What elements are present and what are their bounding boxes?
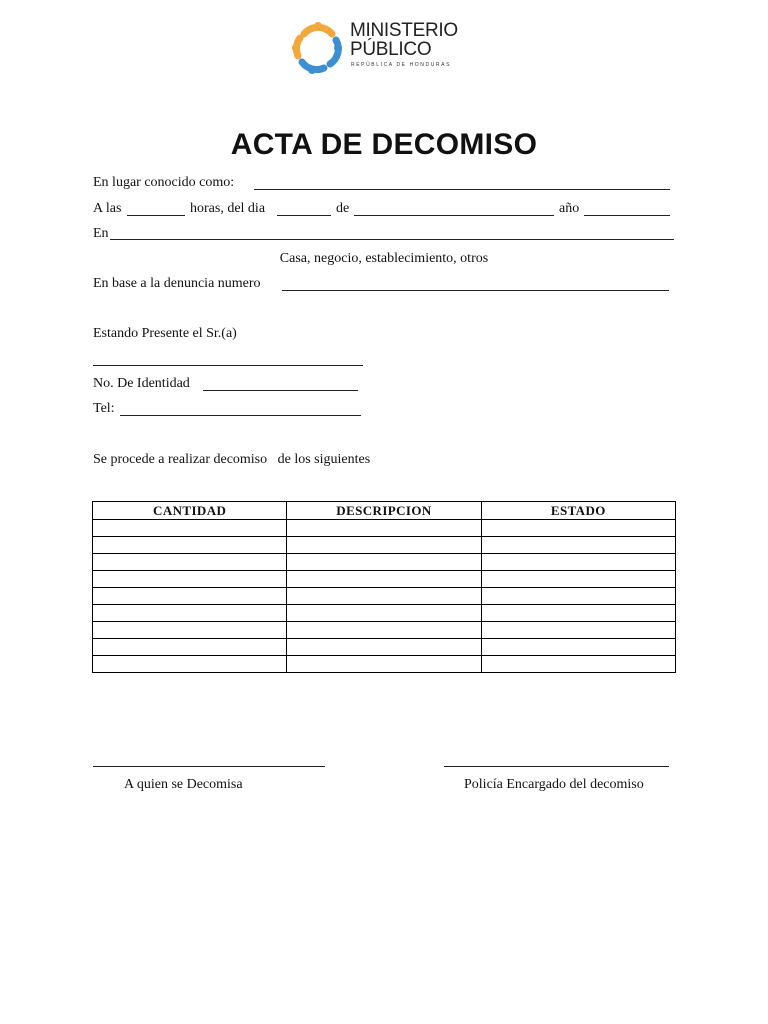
estado-cell[interactable] bbox=[481, 605, 675, 622]
lugar-label: En lugar conocido como: bbox=[93, 175, 235, 190]
estado-cell[interactable] bbox=[481, 554, 675, 571]
estado-cell[interactable] bbox=[481, 571, 675, 588]
cantidad-cell[interactable] bbox=[93, 588, 287, 605]
lugar-field[interactable] bbox=[254, 189, 670, 190]
descripcion-cell[interactable] bbox=[287, 571, 481, 588]
table-row bbox=[93, 639, 676, 656]
table-row bbox=[93, 520, 676, 537]
logo-subtitle: REPÚBLICA DE HONDURAS bbox=[351, 62, 452, 68]
table-row bbox=[93, 588, 676, 605]
estado-cell[interactable] bbox=[481, 639, 675, 656]
denuncia-label: En base a la denuncia numero bbox=[93, 276, 261, 291]
header-descripcion: DESCRIPCION bbox=[287, 502, 481, 520]
dia-field[interactable] bbox=[277, 215, 331, 216]
table-row bbox=[93, 571, 676, 588]
tel-label: Tel: bbox=[93, 401, 115, 416]
table-header-row bbox=[93, 502, 676, 520]
items-table bbox=[92, 501, 676, 673]
logo-text-publico: PÚBLICO bbox=[350, 39, 432, 60]
ano-label: año bbox=[559, 201, 580, 216]
document-title: ACTA DE DECOMISO bbox=[230, 128, 538, 161]
en-hint: Casa, negocio, establecimiento, otros bbox=[279, 251, 489, 266]
descripcion-cell[interactable] bbox=[287, 605, 481, 622]
horas-label: horas, del dia bbox=[190, 201, 266, 216]
a-las-label: A las bbox=[93, 201, 122, 216]
signature-line-left[interactable] bbox=[93, 766, 325, 767]
denuncia-field[interactable] bbox=[282, 290, 669, 291]
cantidad-cell[interactable] bbox=[93, 571, 287, 588]
procede-text: Se procede a realizar decomiso de los siguientes bbox=[93, 452, 371, 467]
estado-cell[interactable] bbox=[481, 537, 675, 554]
signature-label-right: Policía Encargado del decomiso bbox=[464, 777, 644, 792]
ano-field[interactable] bbox=[584, 215, 670, 216]
header-cantidad: CANTIDAD bbox=[93, 502, 287, 520]
logo-text-ministerio: MINISTERIO bbox=[350, 20, 458, 41]
table-row bbox=[93, 622, 676, 639]
descripcion-cell[interactable] bbox=[287, 639, 481, 656]
descripcion-cell[interactable] bbox=[287, 588, 481, 605]
identidad-field[interactable] bbox=[203, 390, 358, 391]
cantidad-cell[interactable] bbox=[93, 537, 287, 554]
table-row bbox=[93, 656, 676, 673]
tel-field[interactable] bbox=[120, 415, 361, 416]
table-row bbox=[93, 554, 676, 571]
descripcion-cell[interactable] bbox=[287, 537, 481, 554]
header-estado: ESTADO bbox=[481, 502, 675, 520]
signature-label-left: A quien se Decomisa bbox=[124, 777, 243, 792]
signature-line-right[interactable] bbox=[444, 766, 669, 767]
cantidad-cell[interactable] bbox=[93, 656, 287, 673]
cantidad-cell[interactable] bbox=[93, 520, 287, 537]
presente-label: Estando Presente el Sr.(a) bbox=[93, 326, 237, 341]
estado-cell[interactable] bbox=[481, 588, 675, 605]
ministerio-publico-logo-icon bbox=[292, 20, 344, 74]
estado-cell[interactable] bbox=[481, 622, 675, 639]
mes-field[interactable] bbox=[354, 215, 554, 216]
en-field[interactable] bbox=[110, 239, 674, 240]
estado-cell[interactable] bbox=[481, 656, 675, 673]
cantidad-cell[interactable] bbox=[93, 622, 287, 639]
table-row bbox=[93, 537, 676, 554]
descripcion-cell[interactable] bbox=[287, 656, 481, 673]
cantidad-cell[interactable] bbox=[93, 554, 287, 571]
en-label: En bbox=[93, 226, 109, 241]
de-label: de bbox=[336, 201, 350, 216]
descripcion-cell[interactable] bbox=[287, 554, 481, 571]
descripcion-cell[interactable] bbox=[287, 520, 481, 537]
table-row bbox=[93, 605, 676, 622]
horas-field[interactable] bbox=[127, 215, 185, 216]
descripcion-cell[interactable] bbox=[287, 622, 481, 639]
presente-name-field[interactable] bbox=[93, 365, 363, 366]
cantidad-cell[interactable] bbox=[93, 639, 287, 656]
cantidad-cell[interactable] bbox=[93, 605, 287, 622]
identidad-label: No. De Identidad bbox=[93, 376, 190, 391]
estado-cell[interactable] bbox=[481, 520, 675, 537]
